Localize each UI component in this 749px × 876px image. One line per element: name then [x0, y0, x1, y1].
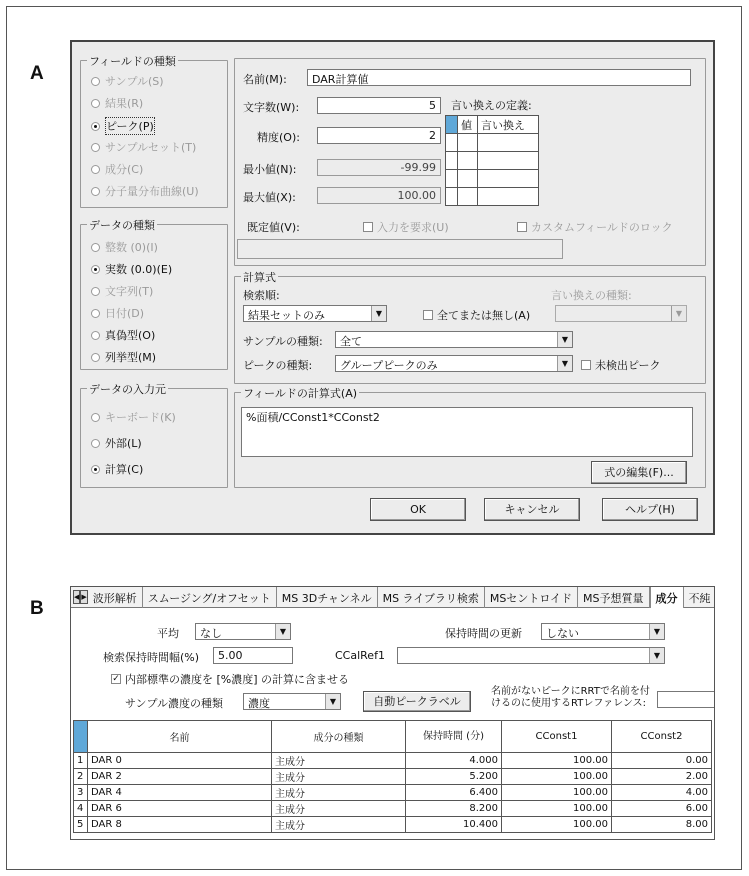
radio-circle [91, 122, 100, 131]
chevron-down-icon: ▼ [325, 694, 340, 709]
component-table-window [70, 586, 715, 840]
chevron-down-icon: ▼ [371, 306, 386, 321]
field-type-title: フィールドの種類 [89, 55, 176, 68]
search-order-label: 検索順: [243, 289, 280, 302]
col-name: 名前 [88, 721, 272, 753]
radio-circle [91, 465, 100, 474]
require-input-checkbox[interactable]: 入力を要求(U) [363, 219, 449, 235]
cell-cconst2[interactable]: 2.00 [612, 769, 712, 785]
translation-grid[interactable] [445, 115, 539, 206]
properties-group [234, 58, 706, 266]
max-input[interactable]: 100.00 [317, 187, 441, 204]
peak-type-dropdown[interactable]: グループピークのみ ▼ [335, 355, 573, 372]
default-label: 既定値(V): [247, 221, 300, 234]
chevron-down-icon: ▼ [649, 624, 664, 639]
tab-smoothing[interactable]: スムージング/オフセット [143, 587, 277, 608]
ccalref-label: CCalRef1 [335, 649, 385, 662]
row-index: 5 [74, 817, 88, 833]
sample-type-label: サンプルの種類: [243, 335, 323, 348]
radio-circle [91, 287, 100, 296]
data-type-title: データの種類 [89, 219, 155, 232]
row-index: 2 [74, 769, 88, 785]
cell-cconst2[interactable]: 4.00 [612, 785, 712, 801]
cell-cconst1[interactable]: 100.00 [502, 801, 612, 817]
radio-circle [91, 187, 100, 196]
tab-scroll-right-icon[interactable]: ▶ [80, 590, 87, 604]
cell-cconst1[interactable]: 100.00 [502, 785, 612, 801]
custom-lock-checkbox[interactable]: カスタムフィールドのロック [517, 219, 673, 235]
tab-waveform[interactable]: 波形解析 [88, 587, 143, 608]
col-translation: 言い換え [478, 116, 539, 134]
average-label: 平均 [157, 627, 179, 640]
radio-circle [91, 439, 100, 448]
table-corner-icon [74, 721, 88, 753]
col-value: 値 [458, 116, 478, 134]
field-properties-dialog [70, 40, 715, 535]
edit-formula-button[interactable]: 式の編集(F)... [591, 461, 687, 484]
max-label: 最大値(X): [243, 191, 296, 204]
radio-source-calculated[interactable]: 計算(C) [91, 461, 143, 477]
cell-type[interactable]: 主成分 [272, 785, 406, 801]
chevron-down-icon: ▼ [275, 624, 290, 639]
tab-ms3d[interactable]: MS 3Dチャンネル [277, 587, 378, 608]
chevron-down-icon: ▼ [557, 332, 572, 347]
internal-std-checkbox[interactable]: ✓ 内部標準の濃度を [%濃度] の計算に含ませる [112, 673, 350, 686]
conc-type-dropdown[interactable]: 濃度 ▼ [243, 693, 341, 710]
chevron-down-icon: ▼ [557, 356, 572, 371]
ccalref-dropdown[interactable] [397, 647, 665, 664]
radio-circle [91, 143, 100, 152]
cancel-button[interactable]: キャンセル [484, 498, 580, 521]
ok-button[interactable]: OK [370, 498, 466, 521]
cell-cconst1[interactable]: 100.00 [502, 817, 612, 833]
table-row[interactable] [74, 817, 712, 833]
search-rt-input[interactable]: 5.00 [213, 647, 293, 664]
checkbox-box: ✓ [112, 674, 120, 684]
table-row[interactable] [74, 753, 712, 769]
calc-title: 計算式 [243, 271, 276, 284]
all-or-none-checkbox[interactable]: 全てまたは無し(A) [423, 307, 530, 323]
cell-name[interactable]: DAR 4 [88, 785, 272, 801]
cell-cconst1[interactable]: 100.00 [502, 769, 612, 785]
component-table[interactable] [73, 720, 712, 833]
undetected-peak-checkbox[interactable]: 未検出ピーク [581, 357, 661, 373]
radio-field-sample[interactable]: サンプル(S) [91, 73, 164, 89]
panel-label-b: B [30, 598, 44, 619]
table-row[interactable] [74, 769, 712, 785]
data-source-group [80, 383, 228, 488]
rt-update-label: 保持時間の更新 [445, 627, 522, 640]
default-value-input[interactable] [237, 239, 563, 259]
row-index: 3 [74, 785, 88, 801]
radio-field-component[interactable]: 成分(C) [91, 161, 143, 177]
radio-type-integer[interactable]: 整数 (0)(I) [91, 239, 158, 255]
search-rt-label: 検索保持時間幅(%) [103, 651, 200, 664]
translation-type-label: 言い換えの種類: [551, 289, 632, 302]
auto-peak-label-button[interactable]: 自動ピークラベル [363, 691, 471, 712]
tab-bar [71, 587, 714, 608]
average-dropdown[interactable]: なし ▼ [195, 623, 291, 640]
radio-circle [91, 243, 100, 252]
cell-cconst2[interactable]: 0.00 [612, 753, 712, 769]
radio-circle [91, 265, 100, 274]
col-retention-time: 保持時間 (分) [406, 721, 502, 753]
radio-source-keyboard[interactable]: キーボード(K) [91, 409, 176, 425]
cell-rt[interactable]: 5.200 [406, 769, 502, 785]
radio-circle [91, 99, 100, 108]
chars-label: 文字数(W): [243, 101, 300, 114]
radio-field-result[interactable]: 結果(R) [91, 95, 143, 111]
cell-name[interactable]: DAR 0 [88, 753, 272, 769]
rt-reference-label: 名前がないピークにRRTで名前を付けるのに使用するRTレファレンス: [491, 686, 650, 709]
cell-cconst2[interactable]: 6.00 [612, 801, 712, 817]
checkbox-box [581, 360, 591, 370]
col-cconst1: CConst1 [502, 721, 612, 753]
checkbox-box [423, 310, 433, 320]
search-order-dropdown[interactable]: 結果セットのみ ▼ [243, 305, 387, 322]
radio-circle [91, 353, 100, 362]
cell-type[interactable]: 主成分 [272, 817, 406, 833]
radio-circle [91, 77, 100, 86]
chars-input[interactable]: 5 [317, 97, 441, 114]
cell-type[interactable]: 主成分 [272, 769, 406, 785]
table-row[interactable] [74, 801, 712, 817]
chevron-down-icon: ▼ [671, 306, 686, 321]
cell-name[interactable]: DAR 6 [88, 801, 272, 817]
cell-rt[interactable]: 6.400 [406, 785, 502, 801]
radio-type-string[interactable]: 文字列(T) [91, 283, 153, 299]
cell-cconst1[interactable]: 100.00 [502, 753, 612, 769]
radio-type-real[interactable]: 実数 (0.0)(E) [91, 261, 172, 277]
radio-type-enum[interactable]: 列挙型(M) [91, 349, 156, 365]
radio-circle [91, 309, 100, 318]
radio-type-date[interactable]: 日付(D) [91, 305, 144, 321]
formula-title: フィールドの計算式(A) [243, 387, 358, 400]
tab-ms-library[interactable]: MS ライブラリ検索 [378, 587, 485, 608]
chevron-down-icon: ▼ [649, 648, 664, 663]
formula-input[interactable]: %面積/CConst1*CConst2 [241, 407, 693, 457]
col-cconst2: CConst2 [612, 721, 712, 753]
tab-component[interactable]: 成分 [650, 587, 684, 608]
peak-type-label: ピークの種類: [243, 359, 313, 372]
cell-name[interactable]: DAR 2 [88, 769, 272, 785]
checkbox-box [363, 222, 373, 232]
field-type-group [80, 55, 228, 208]
precision-input[interactable]: 2 [317, 127, 441, 144]
panel-label-a: A [30, 63, 44, 84]
data-type-group [80, 219, 228, 370]
min-label: 最小値(N): [243, 163, 297, 176]
cell-rt[interactable]: 4.000 [406, 753, 502, 769]
name-label: 名前(M): [243, 73, 287, 86]
col-component-type: 成分の種類 [272, 721, 406, 753]
translation-title: 言い換えの定義: [451, 99, 532, 112]
radio-source-external[interactable]: 外部(L) [91, 435, 142, 451]
radio-circle [91, 413, 100, 422]
cell-type[interactable]: 主成分 [272, 753, 406, 769]
radio-field-mw-distribution[interactable]: 分子量分布曲線(U) [91, 183, 199, 199]
cell-name[interactable]: DAR 8 [88, 817, 272, 833]
conc-type-label: サンプル濃度の種類 [125, 697, 224, 710]
cell-cconst2[interactable]: 8.00 [612, 817, 712, 833]
radio-type-boolean[interactable]: 真偽型(O) [91, 327, 155, 343]
radio-circle [91, 165, 100, 174]
row-index: 1 [74, 753, 88, 769]
cell-type[interactable]: 主成分 [272, 801, 406, 817]
grid-corner-icon [446, 116, 458, 134]
checkbox-box [517, 222, 527, 232]
table-row[interactable] [74, 785, 712, 801]
row-index: 4 [74, 801, 88, 817]
radio-circle [91, 331, 100, 340]
rt-update-dropdown[interactable]: しない ▼ [541, 623, 665, 640]
formula-group [234, 387, 706, 488]
translation-type-dropdown[interactable] [555, 305, 687, 322]
name-input[interactable]: DAR計算値 [307, 69, 691, 86]
cell-rt[interactable]: 10.400 [406, 817, 502, 833]
tab-ms-centroid[interactable]: MSセントロイド [485, 587, 578, 608]
calc-group [234, 271, 706, 384]
data-source-title: データの入力元 [89, 383, 166, 396]
radio-field-peak[interactable]: ピーク(P) [91, 117, 155, 135]
tab-impurity[interactable]: 不純 [684, 587, 715, 608]
cell-rt[interactable]: 8.200 [406, 801, 502, 817]
tab-ms-expected-mass[interactable]: MS予想質量 [578, 587, 649, 608]
help-button[interactable]: ヘルプ(H) [602, 498, 698, 521]
tab-scroll-left-icon[interactable]: ◀ [73, 590, 80, 604]
precision-label: 精度(O): [257, 131, 300, 144]
sample-type-dropdown[interactable]: 全て ▼ [335, 331, 573, 348]
rt-reference-input[interactable] [657, 691, 715, 708]
radio-field-sampleset[interactable]: サンプルセット(T) [91, 139, 196, 155]
min-input[interactable]: -99.99 [317, 159, 441, 176]
